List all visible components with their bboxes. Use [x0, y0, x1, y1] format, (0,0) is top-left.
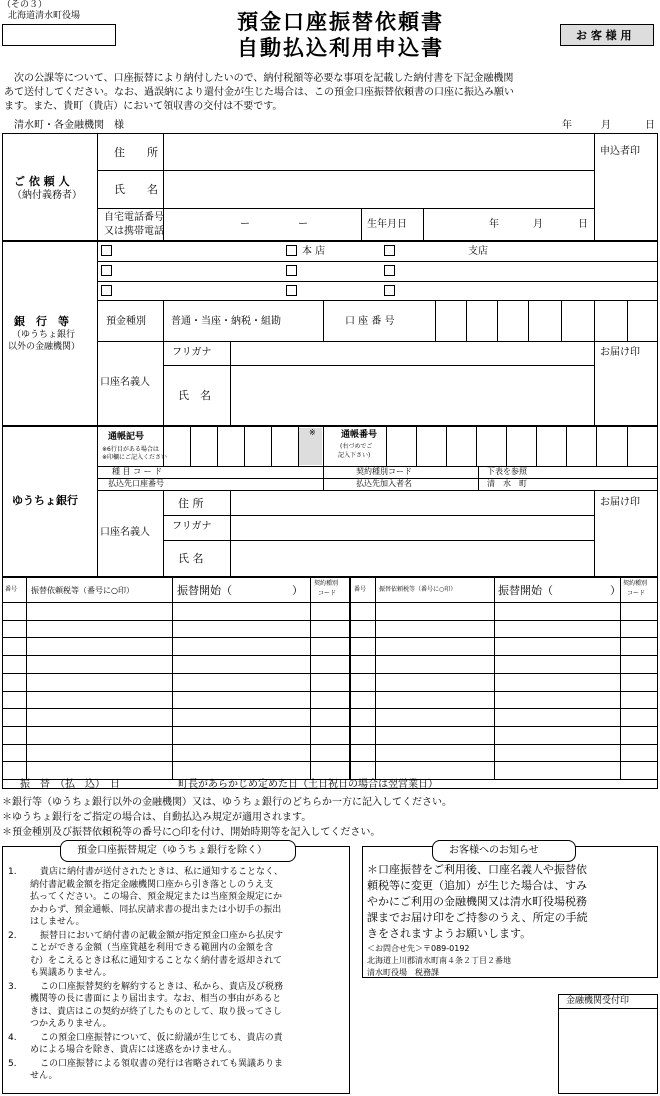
yucho-seal-label: お届け印: [600, 497, 640, 508]
receipt-seal-label: 金融機関受付印: [566, 996, 630, 1006]
yucho-seal-box[interactable]: [596, 512, 656, 575]
rule-line: 払ってください。この場合、預金規定または当座預金規定にか: [30, 892, 283, 902]
rule-line: はしません。: [30, 917, 85, 927]
rule-line: かわらず、預金通帳、同払戻請求書の提出または小切手の振出: [30, 904, 282, 915]
bank-furigana-field[interactable]: [232, 343, 593, 364]
rule-line: 貴店に納付書が送付されたときは、私に通知することなく、: [40, 867, 283, 877]
rule-line: 振替日において納付書の記載金額が指定預金口座から払戻す: [40, 930, 284, 941]
bank-section-sub2: 以外の金融機関）: [8, 342, 81, 352]
date-day-label: 日: [645, 120, 655, 131]
phone-dash-2: ー: [298, 219, 308, 230]
rule-number: 4.: [8, 1032, 17, 1043]
notice-title-box: [432, 840, 576, 862]
phone-label-2: 又は携帯電話: [104, 226, 164, 237]
requester-section-label: ご 依 頼 人: [14, 175, 70, 188]
rule-line: む）をこえるときは私に通知することなく納付書を返却されて: [30, 955, 283, 966]
notice-line-5: きをされますようお願いします。: [367, 927, 532, 940]
intro-line3: ます。また、貴町（貴店）において領収書の交付は不要です。: [4, 101, 283, 112]
rules-title-box: [60, 840, 296, 862]
bank-type-checkbox-3[interactable]: [101, 285, 112, 296]
rule-line: この口座振替契約を解約するときは、私から、貴店及び税務: [40, 981, 284, 992]
rule-number: 2.: [8, 930, 17, 941]
transfer-day-value: 町長があらかじめ定めた日（土日祝日の場合は翌営業日）: [178, 779, 438, 790]
payee-name-value: 清 水 町: [487, 479, 527, 488]
contact-department: 清水町役場 税務課: [367, 968, 439, 977]
table-row-line: [2, 708, 658, 709]
notice-line-2: 頼税等に変更（追加）が生じた場合は、すみ: [367, 879, 587, 892]
birth-date-label: 生年月日: [367, 219, 407, 230]
date-month-label: 月: [601, 120, 611, 131]
passbook-symbol-note1: ※6行目がある場合は: [102, 446, 159, 453]
applicant-seal-box[interactable]: [596, 160, 656, 238]
yucho-name-field[interactable]: [232, 542, 593, 575]
col-code1-left: 契約種別: [314, 580, 339, 587]
bank-furigana-label: フリガナ: [172, 347, 212, 358]
yucho-furigana-field[interactable]: [232, 517, 593, 539]
birth-day-label: 日: [578, 219, 588, 230]
rule-line: つかえありません。: [30, 1019, 112, 1029]
form-title-line1: 預金口座振替依頼書: [237, 10, 444, 34]
table-row-line: [2, 691, 658, 692]
transfer-day-label: 振 替 （払 込） 日: [20, 779, 120, 790]
bank-holder-label: 口座名義人: [100, 377, 150, 388]
addressee: 清水町・各金融機関 様: [14, 120, 124, 131]
table-row-line: [2, 744, 658, 745]
rule-line: ことができる金額（当座貸越を利用できる範囲内の金額を含: [30, 943, 274, 953]
col-code2-right: コード: [627, 590, 646, 597]
yucho-address-label: 住 所: [178, 497, 204, 510]
note-2: ＊ゆうちょ銀行をご指定の場合は、自動払込み規定が適用されます。: [2, 812, 312, 823]
yucho-address-field[interactable]: [232, 492, 593, 514]
branch-type-checkbox-2[interactable]: [384, 265, 395, 276]
bank-type-checkbox-2[interactable]: [101, 265, 112, 276]
notice-line-1: ＊口座振替をご利用後、口座名義人や振替依: [367, 863, 587, 876]
deposit-type-label: 預金種別: [106, 316, 146, 327]
col-start-close-left: ）: [292, 584, 303, 597]
bank-section-sub1: （ゆうちょ銀行: [12, 330, 76, 340]
table-row-line: [2, 655, 658, 656]
yucho-section-label: ゆうちょ銀行: [12, 494, 78, 507]
phone-label-1: 自宅電話番号: [104, 212, 164, 223]
note-1: ＊銀行等（ゆうちょ銀行以外の金融機関）又は、ゆうちょ銀行のどちらか一方に記入してください。: [2, 797, 452, 808]
sheet-number: （その３）: [2, 0, 48, 10]
contract-code-label: 契約種別コード: [356, 467, 412, 476]
rules-title: 預金口座振替規定（ゆうちょ銀行を除く）: [77, 845, 267, 856]
bank-seal-label: お届け印: [600, 347, 640, 358]
yucho-holder-label: 口座名義人: [100, 527, 150, 538]
payee-account-label: 払込先口座番号: [108, 479, 164, 488]
symbol-asterisk: ※: [309, 428, 316, 437]
form-title-line2: 自動払込利用申込書: [237, 36, 444, 60]
yucho-furigana-label: フリガナ: [172, 521, 212, 532]
table-row-line: [2, 620, 658, 621]
payee-name-label: 払込先加入者名: [356, 479, 412, 488]
account-number-label: 口 座 番 号: [345, 316, 395, 327]
notice-line-4: 課までお届け印をご持参のうえ、所定の手続: [367, 911, 588, 924]
main-branch-checkbox[interactable]: [286, 245, 297, 256]
col-tax-right: 振替依頼税等（番号に○印）: [379, 586, 457, 593]
col-code1-right: 契約種別: [623, 580, 648, 587]
notice-title: お客様へのお知らせ: [449, 845, 539, 856]
requester-address-label: 住 所: [114, 146, 158, 159]
copy-label-box: [560, 24, 654, 46]
rule-line: 機関等の長に書面により届出ます。なお、相当の事由があると: [30, 994, 282, 1004]
col-tax-left: 振替依頼税等（番号に○印）: [31, 586, 134, 595]
rule-number: 5.: [8, 1058, 17, 1069]
rule-line: きは、貴店はこの契約が終了したものとして、取り扱ってさし: [30, 1006, 282, 1017]
passbook-number-note1: (右づめでご: [340, 443, 373, 450]
passbook-symbol-label: 通帳記号: [108, 432, 145, 442]
deposit-type-options[interactable]: 普通・当座・納税・組勘: [171, 316, 281, 327]
note-3: ＊預金種別及び振替依頼税等の番号に○印を付け、開始時期等を記入してください。: [2, 827, 381, 838]
main-branch-label: 本 店: [302, 246, 326, 257]
branch-label: 支店: [468, 246, 488, 257]
notice-line-3: やかにご利用の金融機関又は清水町役場税務: [367, 895, 587, 908]
passbook-number-label: 通帳番号: [341, 430, 378, 440]
rule-line: も異議ありません。: [30, 968, 112, 978]
branch-checkbox[interactable]: [384, 245, 395, 256]
copy-label: お 客 様 用: [576, 29, 632, 42]
table-row-line: [2, 761, 658, 762]
col-number-left: 番号: [5, 586, 18, 593]
requester-address-field[interactable]: [165, 135, 592, 169]
col-code2-left: コード: [318, 590, 337, 597]
office-type-checkbox-2[interactable]: [286, 265, 297, 276]
bank-name-label: 氏 名: [178, 389, 211, 402]
date-year-label: 年: [562, 120, 572, 131]
contact-address: 北海道上川郡清水町南４条２丁目２番地: [367, 956, 511, 965]
requester-section-sub: （納付義務者）: [12, 190, 82, 201]
yucho-name-label: 氏 名: [178, 552, 204, 565]
birth-month-label: 月: [533, 219, 543, 230]
bank-type-checkbox-1[interactable]: [101, 245, 112, 256]
bank-seal-box[interactable]: [596, 362, 656, 424]
contact-label: ＜お問合せ先＞〒089-0192: [367, 944, 470, 953]
bank-name-field[interactable]: [232, 367, 593, 424]
col-number-right: 番号: [354, 586, 367, 593]
applicant-seal-label: 申込者印: [600, 146, 640, 157]
passbook-symbol-note2: ※印欄にご記入ください: [102, 454, 168, 461]
rule-line: めによる場合を除き、貴店には迷惑をかけません。: [30, 1045, 238, 1055]
table-row-line: [2, 637, 658, 638]
see-below-note: 下表を参照: [487, 467, 527, 476]
rule-line: 納付書記載金額を指定金融機関口座から引き落としのうえ支: [30, 879, 274, 890]
rule-line: この預金口座振替について、仮に紛議が生じても、貴店の責: [40, 1032, 283, 1043]
intro-line2: あて送付してください。なお、過誤納により還付金が生じた場合は、この預金口座振替依頼書の口座に振込み願い: [4, 87, 514, 98]
rule-line: せん。: [30, 1071, 58, 1081]
intro-line1: 次の公課等について、口座振替により納付したいので、納付税額等必要な事項を記載した納付書を下記金融機関: [14, 73, 514, 84]
passbook-number-note2: 記入下さい): [338, 452, 371, 459]
rule-number: 1.: [8, 867, 17, 877]
type-code-label: 種 目 コ ー ド: [112, 467, 163, 476]
rule-number: 3.: [8, 981, 17, 992]
office-type-checkbox-3[interactable]: [286, 285, 297, 296]
rule-line: この口座振替による領収書の発行は省略されても異議ありま: [40, 1058, 284, 1069]
office-box[interactable]: [2, 24, 116, 46]
receipt-seal-box[interactable]: [558, 994, 658, 1094]
phone-dash-1: ー: [240, 219, 250, 230]
birth-year-label: 年: [489, 219, 499, 230]
bank-section-label: 銀 行 等: [14, 315, 69, 328]
requester-name-label: 氏 名: [114, 183, 158, 196]
office-name: 北海道清水町役場: [8, 11, 81, 21]
col-start-right: 振替開始（: [498, 584, 553, 597]
phone-field[interactable]: [165, 210, 360, 239]
table-row-line: [2, 673, 658, 674]
branch-type-checkbox-3[interactable]: [384, 285, 395, 296]
birth-date-field[interactable]: [425, 210, 593, 239]
table-row-line: [2, 726, 658, 727]
requester-name-field[interactable]: [165, 172, 592, 207]
col-start-left: 振替開始（: [177, 584, 232, 597]
col-start-close-right: ）: [610, 584, 621, 597]
